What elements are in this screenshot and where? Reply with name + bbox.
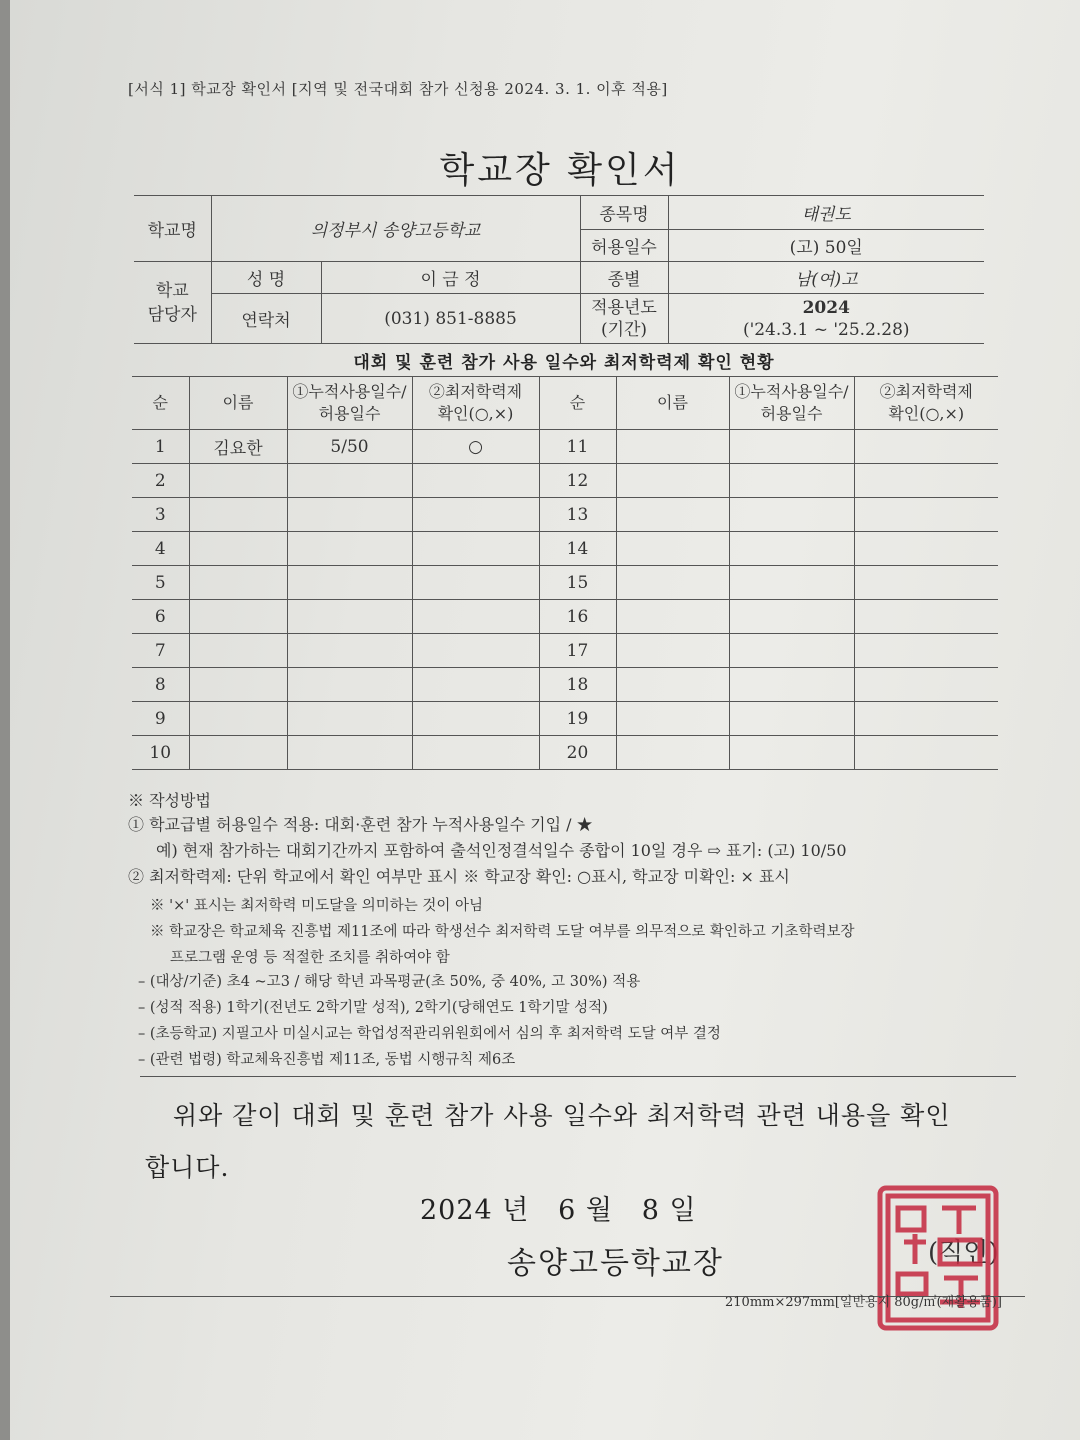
grid-cell bbox=[412, 464, 539, 498]
contact-label: 연락처 bbox=[211, 294, 321, 344]
note-2b-line2: 프로그램 운영 등 적절한 조치를 취하여야 함 bbox=[170, 950, 450, 966]
grid-cell bbox=[729, 430, 854, 464]
note-1-example: 예) 현재 참가하는 대회기간까지 포함하여 출석인정결석일수 종합이 10일 경우 ⇨ 표기: (고) 10/50 bbox=[156, 841, 847, 860]
grid-cell: ○ bbox=[412, 430, 539, 464]
grid-seq-cell: 13 bbox=[539, 498, 616, 532]
grid-seq-cell: 19 bbox=[539, 702, 616, 736]
grid-cell bbox=[616, 702, 729, 736]
grid-cell bbox=[412, 668, 539, 702]
seal-label: (직인) bbox=[928, 1238, 999, 1268]
grid-seq-cell: 12 bbox=[539, 464, 616, 498]
grid-cell bbox=[616, 498, 729, 532]
grid-cell bbox=[854, 498, 998, 532]
confirmation-line-2: 합니다. bbox=[145, 1153, 230, 1182]
grid-cell bbox=[412, 566, 539, 600]
grid-cell bbox=[189, 668, 287, 702]
grid-cell bbox=[616, 736, 729, 770]
note-2: ② 최저학력제: 단위 학교에서 확인 여부만 표시 ※ 학교장 확인: ○표시, 학교장 미확인: × 표시 bbox=[128, 867, 790, 886]
grid-header-cell: ②최저학력제 확인(○,×) bbox=[854, 377, 998, 430]
grid-row bbox=[132, 498, 998, 532]
grid-header-cell: ②최저학력제 확인(○,×) bbox=[412, 377, 539, 430]
name-label: 성 명 bbox=[211, 262, 321, 294]
grid-cell bbox=[729, 634, 854, 668]
allowed-days-value: (고) 50일 bbox=[668, 230, 984, 262]
grid-cell bbox=[729, 702, 854, 736]
grid-cell bbox=[287, 736, 412, 770]
note-2a: ※ '×' 표시는 최저학력 미도달을 의미하는 것이 아님 bbox=[150, 898, 484, 914]
grid-seq-cell: 9 bbox=[132, 702, 189, 736]
grid-seq-cell: 16 bbox=[539, 600, 616, 634]
grid-row bbox=[132, 668, 998, 702]
name-value: 이 금 정 bbox=[321, 262, 580, 294]
grid-header-row bbox=[132, 377, 998, 430]
paper-size-note: 210mm×297mm[일반용지 80g/㎡(재활용품)] bbox=[725, 1295, 1002, 1310]
grid-cell bbox=[729, 566, 854, 600]
grid-row bbox=[132, 736, 998, 770]
grid-cell: 김요한 bbox=[189, 430, 287, 464]
issue-date: 2024 년 6 월 8 일 bbox=[420, 1195, 697, 1226]
grid-cell bbox=[189, 464, 287, 498]
grid-cell bbox=[287, 532, 412, 566]
grid-cell bbox=[854, 430, 998, 464]
grid-seq-cell: 11 bbox=[539, 430, 616, 464]
grid-cell bbox=[189, 634, 287, 668]
grid-cell bbox=[854, 566, 998, 600]
grid-row bbox=[132, 702, 998, 736]
grid-cell bbox=[616, 600, 729, 634]
apply-year-value: 2024 bbox=[802, 297, 850, 318]
grid-cell bbox=[854, 600, 998, 634]
event-value: 태권도 bbox=[668, 196, 984, 230]
grid-cell bbox=[287, 600, 412, 634]
grid-seq-cell: 6 bbox=[132, 600, 189, 634]
grid-cell bbox=[189, 600, 287, 634]
contact-value: (031) 851-8885 bbox=[321, 294, 580, 344]
grid-cell bbox=[287, 464, 412, 498]
confirmation-line-1: 위와 같이 대회 및 훈련 참가 사용 일수와 최저학력 관련 내용을 확인 bbox=[173, 1101, 951, 1130]
confirmation-statement bbox=[145, 1090, 1025, 1194]
detail-1: – (대상/기준) 초4 ~고3 / 해당 학년 과목평균(초 50%, 중 40%, 고 30%) 적용 bbox=[138, 974, 641, 990]
grid-cell bbox=[616, 668, 729, 702]
gender-value: 남(여)고 bbox=[668, 262, 984, 294]
grid-cell bbox=[287, 668, 412, 702]
grid-header-cell: ①누적사용일수/ 허용일수 bbox=[287, 377, 412, 430]
document-paper bbox=[10, 0, 1080, 1440]
manager-label: 학교 담당자 bbox=[134, 262, 211, 344]
grid-cell bbox=[412, 736, 539, 770]
grid-header-cell: 이름 bbox=[616, 377, 729, 430]
grid-cell bbox=[189, 736, 287, 770]
grid-cell bbox=[287, 634, 412, 668]
grid-cell bbox=[287, 498, 412, 532]
grid-cell bbox=[729, 464, 854, 498]
grid-seq-cell: 20 bbox=[539, 736, 616, 770]
grid-cell: 5/50 bbox=[287, 430, 412, 464]
grid-cell bbox=[412, 600, 539, 634]
grid-cell bbox=[616, 566, 729, 600]
official-seal-stamp bbox=[874, 1182, 1002, 1334]
detail-2: – (성적 적용) 1학기(전년도 2학기말 성적), 2학기(당해연도 1학기말 성적) bbox=[138, 1000, 608, 1016]
participation-grid bbox=[132, 376, 998, 770]
apply-year-label: 적용년도 (기간) bbox=[580, 294, 668, 344]
grid-cell bbox=[287, 566, 412, 600]
grid-seq-cell: 8 bbox=[132, 668, 189, 702]
grid-row bbox=[132, 634, 998, 668]
detail-4: – (관련 법령) 학교체육진흥법 제11조, 동법 시행규칙 제6조 bbox=[138, 1052, 516, 1068]
grid-cell bbox=[189, 532, 287, 566]
grid-cell bbox=[854, 532, 998, 566]
grid-cell bbox=[287, 702, 412, 736]
grid-cell bbox=[616, 532, 729, 566]
grid-seq-cell: 17 bbox=[539, 634, 616, 668]
grid-row bbox=[132, 430, 998, 464]
grid-cell bbox=[616, 430, 729, 464]
grid-cell bbox=[729, 532, 854, 566]
divider bbox=[140, 1076, 1016, 1077]
signer-name: 송양고등학교장 bbox=[507, 1246, 724, 1281]
grid-seq-cell: 1 bbox=[132, 430, 189, 464]
event-label: 종목명 bbox=[580, 196, 668, 230]
apply-period-value: ('24.3.1 ~ '25.2.28) bbox=[742, 319, 910, 340]
grid-header-cell: ①누적사용일수/ 허용일수 bbox=[729, 377, 854, 430]
grid-cell bbox=[616, 634, 729, 668]
grid-header-cell: 순 bbox=[132, 377, 189, 430]
grid-row bbox=[132, 566, 998, 600]
grid-seq-cell: 2 bbox=[132, 464, 189, 498]
school-label: 학교명 bbox=[134, 196, 211, 262]
grid-cell bbox=[412, 532, 539, 566]
grid-cell bbox=[412, 702, 539, 736]
grid-seq-cell: 14 bbox=[539, 532, 616, 566]
grid-cell bbox=[189, 566, 287, 600]
grid-row bbox=[132, 464, 998, 498]
grid-seq-cell: 4 bbox=[132, 532, 189, 566]
grid-cell bbox=[412, 634, 539, 668]
grid-cell bbox=[729, 600, 854, 634]
note-1: ① 학교급별 허용일수 적용: 대회·훈련 참가 누적사용일수 기입 / ★ bbox=[128, 815, 593, 834]
grid-seq-cell: 15 bbox=[539, 566, 616, 600]
gender-label: 종별 bbox=[580, 262, 668, 294]
allowed-days-label: 허용일수 bbox=[580, 230, 668, 262]
status-subtitle: 대회 및 훈련 참가 사용 일수와 최저학력제 확인 현황 bbox=[353, 353, 775, 373]
grid-cell bbox=[854, 736, 998, 770]
detail-3: – (초등학교) 지필고사 미실시교는 학업성적관리위원회에서 심의 후 최저학력 도달 여부 결정 bbox=[138, 1026, 721, 1042]
notes-heading: ※ 작성방법 bbox=[128, 791, 211, 810]
grid-cell bbox=[854, 702, 998, 736]
school-info-table bbox=[134, 195, 984, 344]
grid-header-cell: 순 bbox=[539, 377, 616, 430]
grid-row bbox=[132, 600, 998, 634]
apply-year-cell bbox=[668, 294, 984, 344]
grid-seq-cell: 10 bbox=[132, 736, 189, 770]
grid-seq-cell: 7 bbox=[132, 634, 189, 668]
grid-row bbox=[132, 532, 998, 566]
grid-cell bbox=[729, 736, 854, 770]
note-2b-line1: ※ 학교장은 학교체육 진흥법 제11조에 따라 학생선수 최저학력 도달 여부를 의무적으로 확인하고 기초학력보장 bbox=[150, 924, 855, 940]
grid-header-cell: 이름 bbox=[189, 377, 287, 430]
grid-seq-cell: 18 bbox=[539, 668, 616, 702]
grid-cell bbox=[616, 464, 729, 498]
grid-cell bbox=[854, 634, 998, 668]
school-value: 의정부시 송양고등학교 bbox=[211, 196, 580, 262]
document-title: 학교장 확인서 bbox=[439, 150, 681, 191]
grid-cell bbox=[189, 498, 287, 532]
grid-cell bbox=[729, 498, 854, 532]
grid-seq-cell: 3 bbox=[132, 498, 189, 532]
form-header: [서식 1] 학교장 확인서 [지역 및 전국대회 참가 신청용 2024. 3. 1. 이후 적용] bbox=[128, 80, 668, 98]
grid-cell bbox=[189, 702, 287, 736]
grid-cell bbox=[729, 668, 854, 702]
grid-seq-cell: 5 bbox=[132, 566, 189, 600]
grid-cell bbox=[854, 668, 998, 702]
grid-cell bbox=[854, 464, 998, 498]
grid-cell bbox=[412, 498, 539, 532]
